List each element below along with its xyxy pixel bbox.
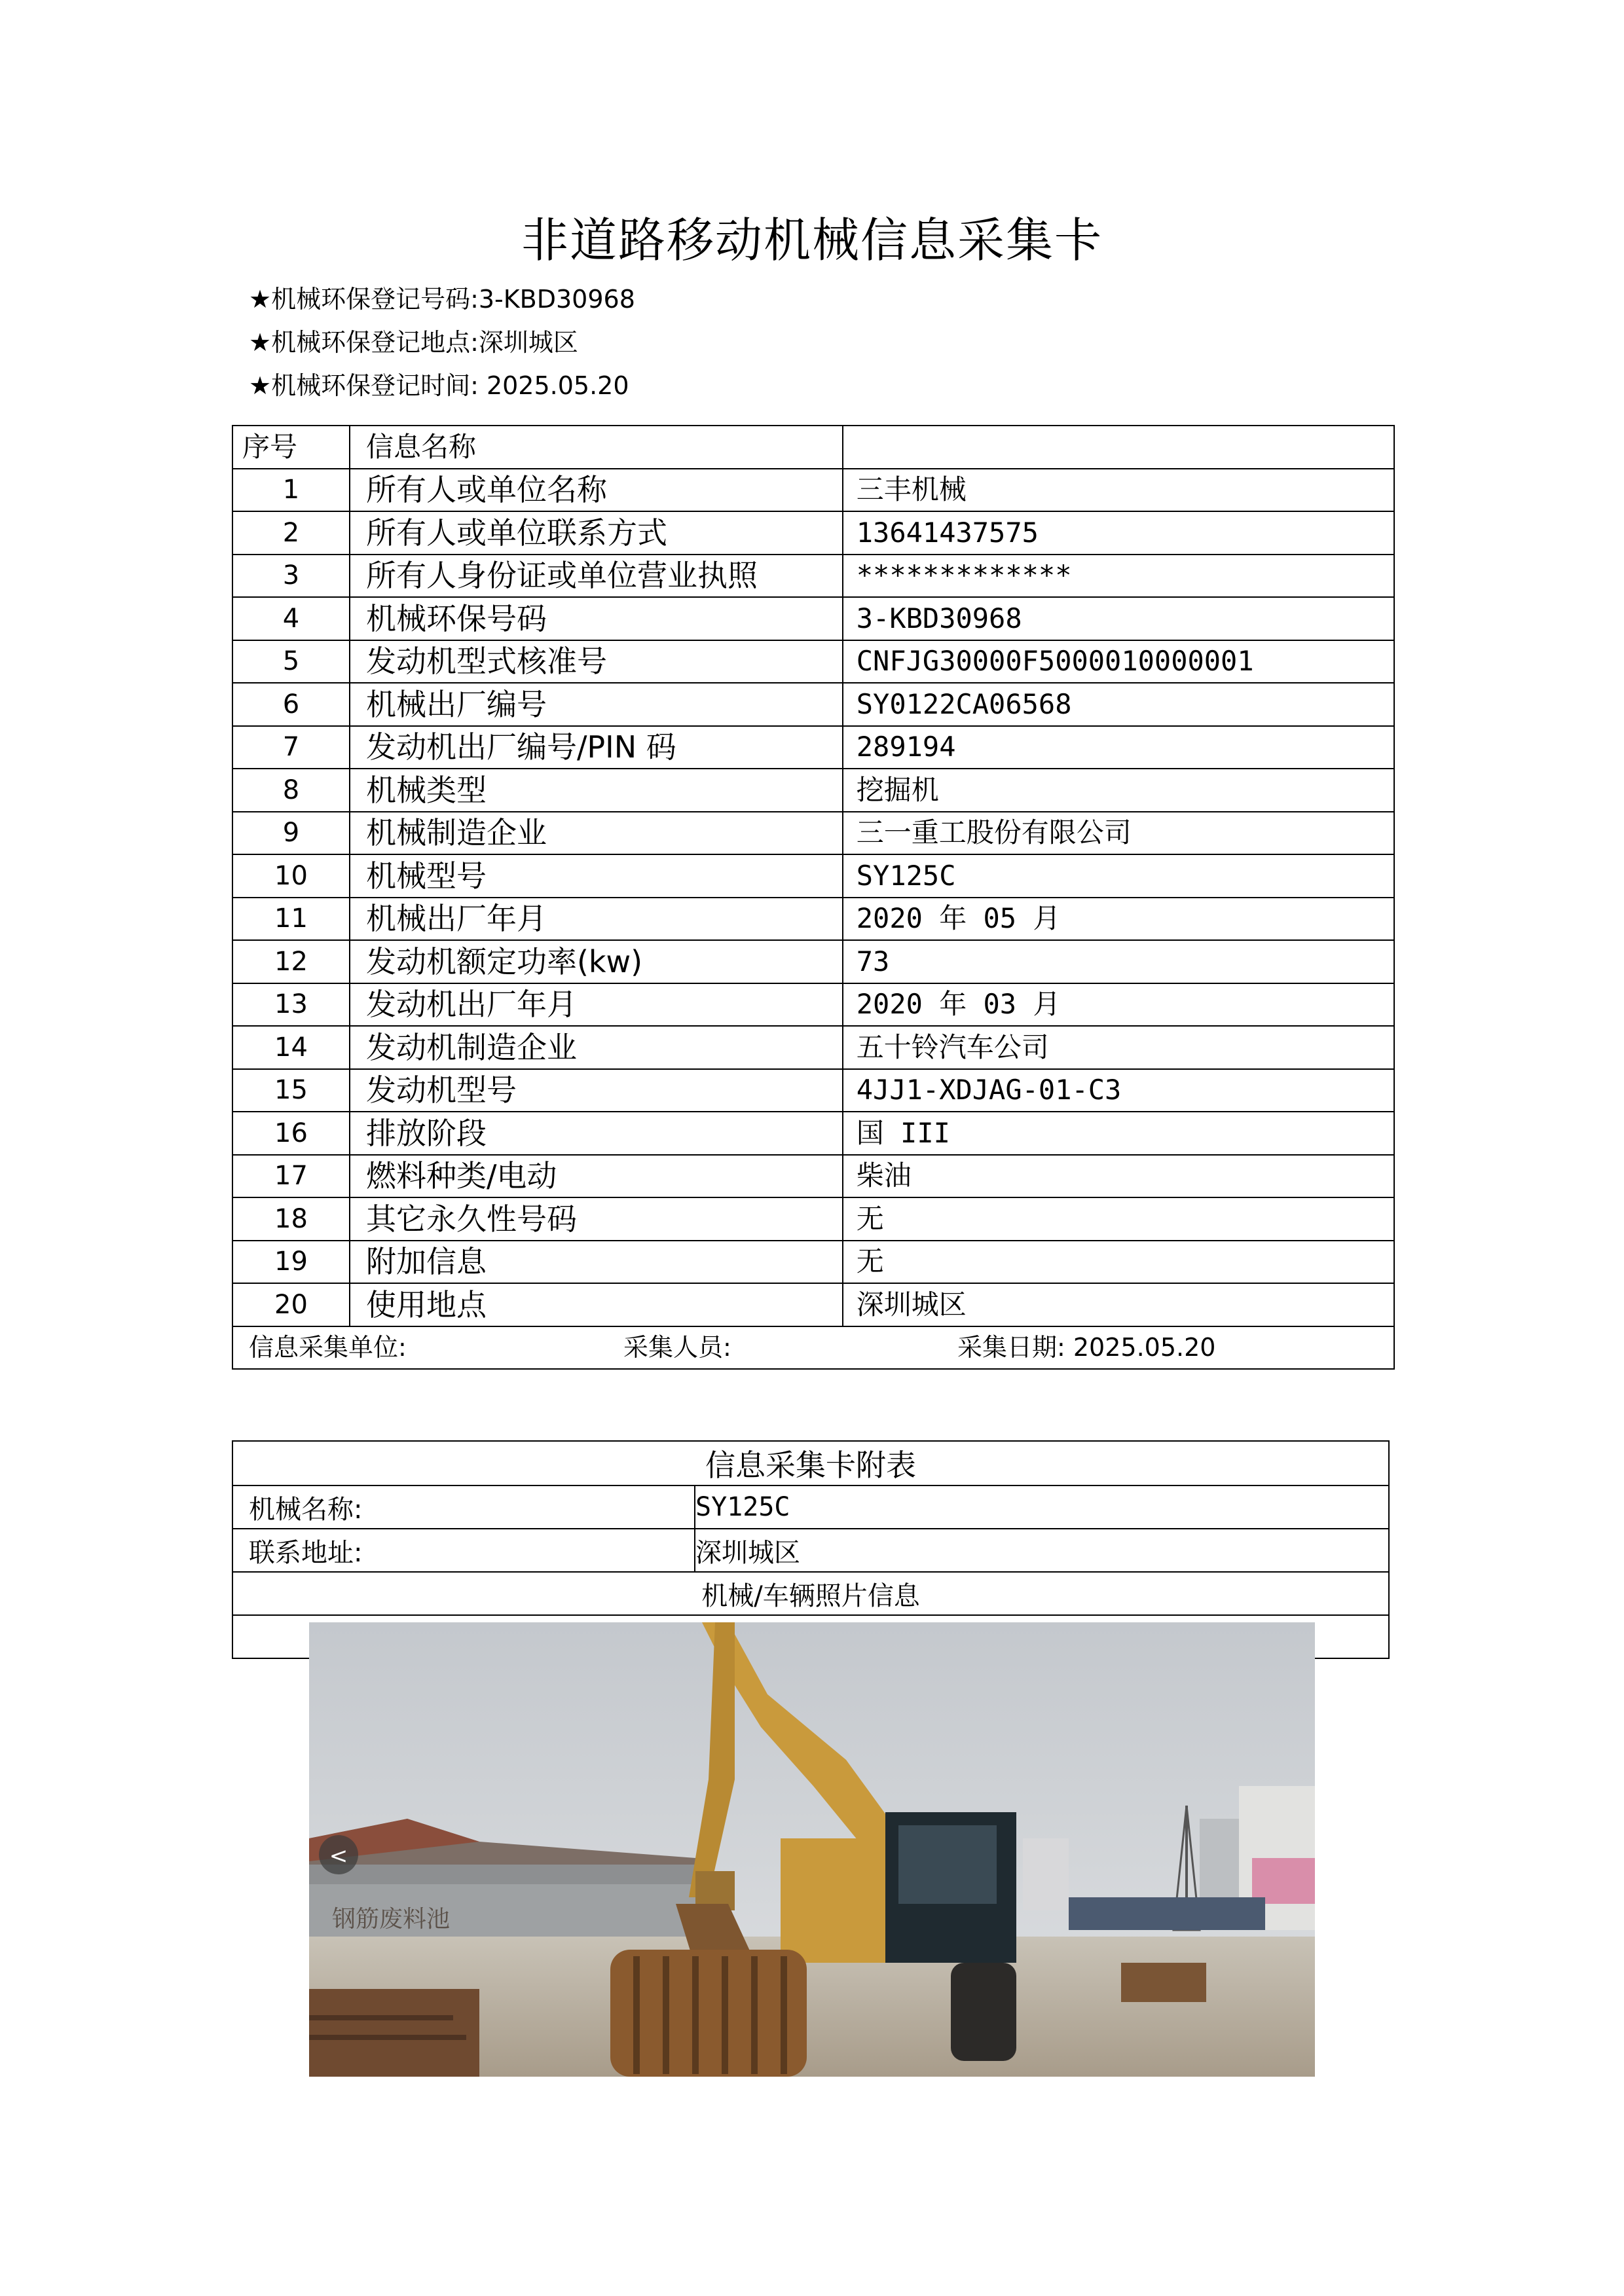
row-value: SY125C bbox=[843, 854, 1394, 898]
registration-number: ★机械环保登记号码:3-KBD30968 bbox=[249, 285, 635, 314]
row-value: 五十铃汽车公司 bbox=[843, 1026, 1394, 1069]
row-index: 17 bbox=[232, 1155, 350, 1198]
row-index: 14 bbox=[232, 1026, 350, 1069]
row-field-name: 发动机额定功率(kw) bbox=[350, 940, 843, 983]
appendix-table bbox=[232, 1440, 1390, 1933]
machine-name-value: SY125C bbox=[695, 1485, 1389, 1529]
registration-date: ★机械环保登记时间: 2025.05.20 bbox=[249, 371, 629, 400]
row-index: 5 bbox=[232, 640, 350, 683]
table-row bbox=[232, 1283, 1394, 1326]
info-table bbox=[232, 425, 1395, 1370]
row-index: 9 bbox=[232, 812, 350, 855]
row-value: 挖掘机 bbox=[843, 769, 1394, 812]
header-index: 序号 bbox=[232, 426, 350, 469]
excavator-photo bbox=[309, 1622, 1315, 2077]
row-index: 1 bbox=[232, 469, 350, 512]
row-field-name: 发动机出厂编号/PIN 码 bbox=[350, 726, 843, 769]
table-row bbox=[232, 812, 1394, 855]
svg-text:<: < bbox=[329, 1843, 348, 1869]
row-value: ************* bbox=[843, 555, 1394, 598]
row-index: 16 bbox=[232, 1112, 350, 1155]
row-index: 11 bbox=[232, 898, 350, 941]
table-row bbox=[232, 597, 1394, 640]
footer-collector: 采集人员: bbox=[623, 1333, 731, 1362]
table-row bbox=[232, 1155, 1394, 1198]
table-row bbox=[232, 1197, 1394, 1241]
row-index: 2 bbox=[232, 511, 350, 555]
row-value: 深圳城区 bbox=[843, 1283, 1394, 1326]
row-value: 三一重工股份有限公司 bbox=[843, 812, 1394, 855]
appendix-title: 信息采集卡附表 bbox=[232, 1441, 1389, 1485]
photo-cell bbox=[232, 1615, 1389, 1933]
table-row bbox=[232, 854, 1394, 898]
row-index: 7 bbox=[232, 726, 350, 769]
row-value: 13641437575 bbox=[843, 511, 1394, 555]
table-footer-row bbox=[232, 1326, 1394, 1370]
svg-text:钢筋废料池: 钢筋废料池 bbox=[332, 1906, 451, 1933]
row-field-name: 其它永久性号码 bbox=[350, 1197, 843, 1241]
row-value: 3-KBD30968 bbox=[843, 597, 1394, 640]
footer-date: 采集日期: 2025.05.20 bbox=[957, 1333, 1216, 1362]
table-row bbox=[232, 769, 1394, 812]
row-value: CNFJG30000F5000010000001 bbox=[843, 640, 1394, 683]
row-field-name: 发动机出厂年月 bbox=[350, 983, 843, 1027]
row-value: 73 bbox=[843, 940, 1394, 983]
footer-unit: 信息采集单位: bbox=[249, 1333, 407, 1362]
row-field-name: 机械类型 bbox=[350, 769, 843, 812]
row-value: 无 bbox=[843, 1197, 1394, 1241]
row-field-name: 机械出厂年月 bbox=[350, 898, 843, 941]
row-value: 289194 bbox=[843, 726, 1394, 769]
row-index: 12 bbox=[232, 940, 350, 983]
table-row bbox=[232, 940, 1394, 983]
table-row bbox=[232, 1112, 1394, 1155]
registration-location: ★机械环保登记地点:深圳城区 bbox=[249, 328, 578, 357]
table-row bbox=[232, 1026, 1394, 1069]
row-value: 2020 年 03 月 bbox=[843, 983, 1394, 1027]
row-field-name: 机械制造企业 bbox=[350, 812, 843, 855]
row-index: 10 bbox=[232, 854, 350, 898]
row-value: 2020 年 05 月 bbox=[843, 898, 1394, 941]
row-field-name: 机械型号 bbox=[350, 854, 843, 898]
row-value: 4JJ1-XDJAG-01-C3 bbox=[843, 1069, 1394, 1112]
table-row bbox=[232, 469, 1394, 512]
address-label: 联系地址: bbox=[232, 1529, 695, 1572]
row-index: 4 bbox=[232, 597, 350, 640]
row-value: 柴油 bbox=[843, 1155, 1394, 1198]
row-field-name: 排放阶段 bbox=[350, 1112, 843, 1155]
address-value: 深圳城区 bbox=[695, 1529, 1389, 1572]
row-field-name: 所有人身份证或单位营业执照 bbox=[350, 555, 843, 598]
table-row bbox=[232, 555, 1394, 598]
row-field-name: 发动机型式核准号 bbox=[350, 640, 843, 683]
photo-section-title: 机械/车辆照片信息 bbox=[232, 1572, 1389, 1615]
row-field-name: 发动机制造企业 bbox=[350, 1026, 843, 1069]
table-row bbox=[232, 898, 1394, 941]
row-index: 3 bbox=[232, 555, 350, 598]
row-value: 国 III bbox=[843, 1112, 1394, 1155]
footer-cell bbox=[232, 1326, 1394, 1370]
row-field-name: 机械环保号码 bbox=[350, 597, 843, 640]
header-field-name: 信息名称 bbox=[350, 426, 843, 469]
header-value bbox=[843, 426, 1394, 469]
row-index: 8 bbox=[232, 769, 350, 812]
machine-name-label: 机械名称: bbox=[232, 1485, 695, 1529]
row-index: 6 bbox=[232, 683, 350, 726]
row-field-name: 附加信息 bbox=[350, 1241, 843, 1284]
row-value: 无 bbox=[843, 1241, 1394, 1284]
row-field-name: 发动机型号 bbox=[350, 1069, 843, 1112]
row-field-name: 使用地点 bbox=[350, 1283, 843, 1326]
table-header-row bbox=[232, 426, 1394, 469]
table-row bbox=[232, 726, 1394, 769]
row-index: 15 bbox=[232, 1069, 350, 1112]
table-row bbox=[232, 1069, 1394, 1112]
table-row bbox=[232, 640, 1394, 683]
row-field-name: 燃料种类/电动 bbox=[350, 1155, 843, 1198]
row-value: 三丰机械 bbox=[843, 469, 1394, 512]
table-row bbox=[232, 983, 1394, 1027]
page-title: 非道路移动机械信息采集卡 bbox=[521, 213, 1103, 268]
table-row bbox=[232, 683, 1394, 726]
row-field-name: 所有人或单位名称 bbox=[350, 469, 843, 512]
table-row bbox=[232, 1241, 1394, 1284]
row-index: 18 bbox=[232, 1197, 350, 1241]
row-field-name: 机械出厂编号 bbox=[350, 683, 843, 726]
prev-photo-icon[interactable] bbox=[319, 1835, 358, 1874]
table-row bbox=[232, 511, 1394, 555]
row-value: SY0122CA06568 bbox=[843, 683, 1394, 726]
row-field-name: 所有人或单位联系方式 bbox=[350, 511, 843, 555]
row-index: 13 bbox=[232, 983, 350, 1027]
row-index: 19 bbox=[232, 1241, 350, 1284]
wall-sign bbox=[332, 1906, 450, 1933]
row-index: 20 bbox=[232, 1283, 350, 1326]
